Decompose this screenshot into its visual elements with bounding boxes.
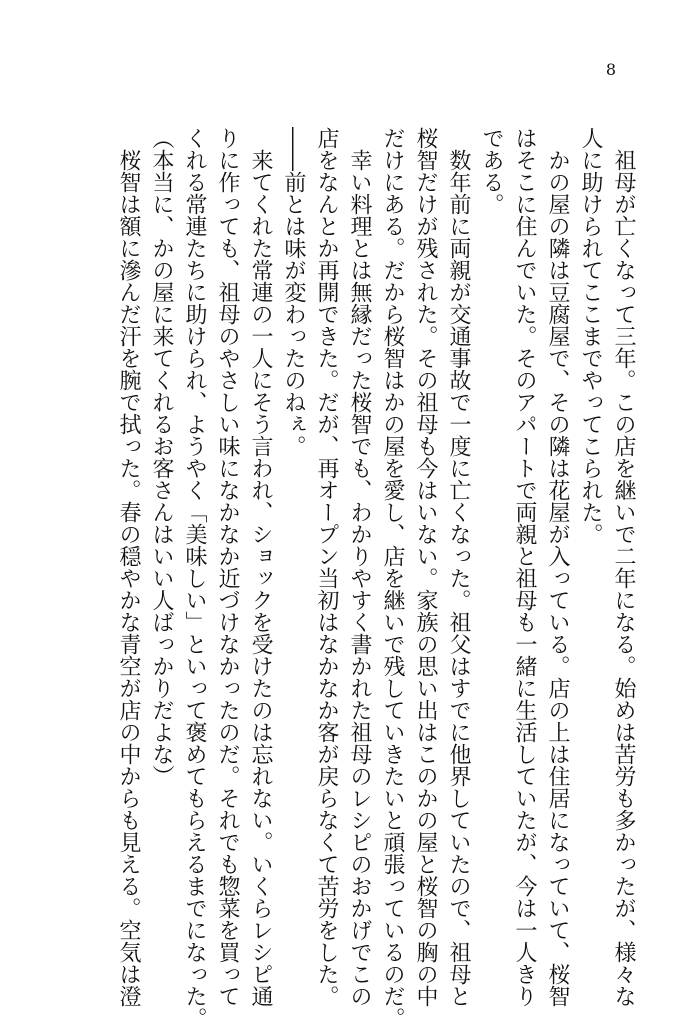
vertical-text-body	[112, 127, 640, 1029]
text-line: 桜智は額に滲んだ汗を腕で拭った。春の穏やかな青空が店の中からも見える。空気は澄	[116, 149, 141, 1007]
text-line: だけにある。だから桜智はかの屋を愛し、店を継いで残していきたいと頑張っているのだ。	[380, 127, 405, 1029]
text-line: りに作っても、祖母のやさしい味になかなか近づけなかったのだ。それでも惣菜を買って	[215, 127, 240, 1007]
text-line: くれる常連たちに助けられ、ようやく「美味しい」といって褒めてもらえるまでになった。	[182, 127, 207, 1029]
text-line: はそこに住んでいた。そのアパートで両親と祖母も一緒に生活していたが、今は一人きり	[512, 127, 537, 1007]
text-line: （本当に、かの屋に来てくれるお客さんはいい人ばっかりだよな）	[149, 127, 174, 787]
text-line: かの屋の隣は豆腐屋で、その隣は花屋が入っている。店の上は住居になっていて、桜智	[545, 149, 570, 1007]
text-line: ――前とは味が変わったのねぇ。	[281, 127, 306, 457]
text-line: 桜智だけが残された。その祖母も今はいない。家族の思い出はこのかの屋と桜智の胸の中	[413, 127, 438, 1007]
text-line: である。	[479, 127, 504, 215]
text-line: 店をなんとか再開できた。だが、再オープン当初はなかなか客が戻らなくて苦労をした。	[314, 127, 339, 1007]
text-line: 来てくれた常連の一人にそう言われ、ショックを受けたのは忘れない。いくらレシピ通	[248, 149, 273, 1007]
text-line: 祖母が亡くなって三年。この店を継いで二年になる。始めは苦労も多かったが、様々な	[611, 149, 636, 1007]
text-line: 人に助けられてここまでやってこられた。	[578, 127, 603, 545]
page-number: 8	[605, 60, 617, 79]
text-line: 幸い料理とは無縁だった桜智でも、わかりやすく書かれた祖母のレシピのおかげでこの	[347, 149, 372, 1007]
text-line: 数年前に両親が交通事故で一度に亡くなった。祖父はすでに他界していたので、祖母と	[446, 149, 471, 1007]
